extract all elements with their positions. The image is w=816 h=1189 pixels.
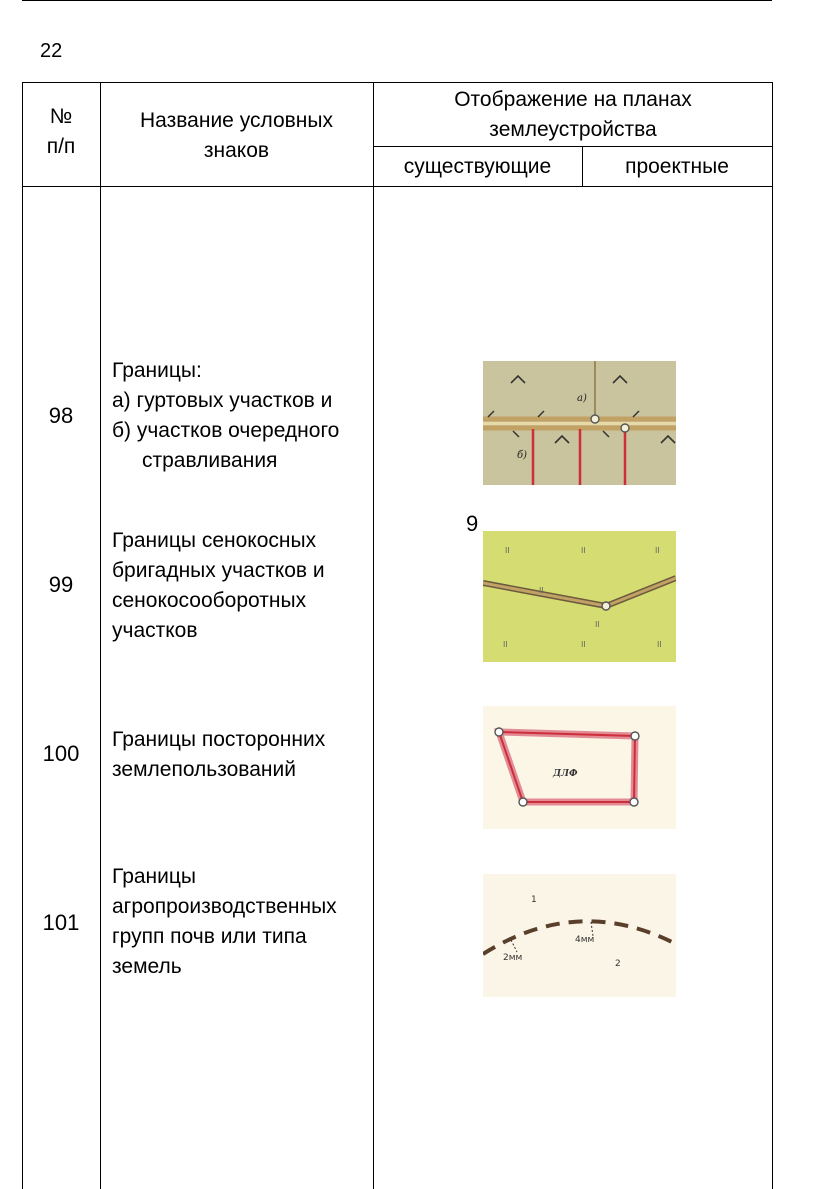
pasture-boundary-drawing: [483, 361, 676, 485]
row-100-line: землепользований: [112, 758, 296, 781]
hay-mark: II: [657, 640, 662, 649]
table-border-left: [22, 82, 23, 1189]
row-name-99: [112, 526, 370, 646]
foreign-land-boundary-drawing: [483, 706, 676, 829]
soil-label-2mm: 2мм: [503, 953, 523, 963]
foreign-land-boundary-symbol: [483, 706, 676, 829]
hay-mark: II: [505, 546, 510, 555]
hayfield-boundary-symbol: [483, 531, 676, 662]
row-number-99: 99: [48, 572, 74, 597]
row-name-101: [112, 862, 370, 982]
hay-mark: II: [655, 546, 660, 555]
header-existing: существующие: [403, 155, 552, 178]
header-project: проектные: [625, 155, 729, 178]
row-98-line: а) гуртовых участков и: [112, 389, 333, 412]
header-num-line1: №: [49, 105, 73, 128]
soil-group-boundary-symbol: [483, 874, 676, 997]
table-divider-2: [373, 82, 374, 1189]
header-display: [373, 85, 773, 145]
row-98-line: б) участков очередного: [112, 419, 340, 442]
row-name-100: [112, 725, 370, 785]
row-number-98: 98: [48, 403, 74, 428]
row-99-line: бригадных участков и: [112, 559, 325, 582]
row-101-line: групп почв или типа: [112, 925, 307, 948]
page-number: 22: [40, 40, 63, 62]
header-display-line1: Отображение на планах: [454, 88, 692, 111]
row-100-line: Границы посторонних: [112, 728, 326, 751]
label-b: б): [517, 450, 528, 461]
header-name-line2: знаков: [203, 139, 270, 162]
soil-label-2: 2: [615, 959, 621, 969]
hay-mark: II: [503, 640, 508, 649]
soil-group-boundary-drawing: [483, 874, 676, 997]
pasture-boundary-symbol: [483, 361, 676, 485]
row-98-line: Границы:: [112, 359, 202, 382]
header-bottom-line: [22, 186, 773, 187]
row-99-line: сенокосооборотных: [112, 589, 307, 612]
label-dlf: ДЛФ: [553, 769, 578, 779]
label-a: а): [577, 393, 587, 404]
row-101-line: земель: [112, 955, 182, 978]
table-divider-1: [100, 82, 101, 1189]
stray-mark: 9: [466, 511, 479, 536]
soil-label-1: 1: [531, 895, 537, 905]
header-num: [22, 102, 100, 162]
hay-mark: II: [595, 620, 600, 629]
row-number-101: 101: [42, 910, 80, 935]
header-name: [100, 106, 373, 166]
header-display-line2: землеустройства: [489, 118, 657, 141]
row-101-line: Границы: [112, 865, 196, 888]
row-98-line: стравливания: [142, 449, 278, 472]
hayfield-boundary-drawing: [483, 531, 676, 662]
table-border-right: [772, 82, 773, 1189]
row-99-line: участков: [112, 619, 198, 642]
header-subdivider: [373, 146, 773, 147]
row-name-98: [112, 356, 370, 476]
top-rule: [22, 0, 772, 1]
hay-mark: II: [539, 586, 544, 595]
hay-mark: II: [581, 546, 586, 555]
row-99-line: Границы сенокосных: [112, 529, 317, 552]
hay-mark: II: [581, 640, 586, 649]
table-border-top: [22, 82, 773, 83]
row-101-line: агропроизводственных: [112, 895, 337, 918]
soil-label-4mm: 4мм: [575, 935, 595, 945]
header-num-line2: п/п: [46, 135, 76, 158]
header-name-line1: Название условных: [140, 109, 333, 132]
row-number-100: 100: [42, 741, 80, 766]
